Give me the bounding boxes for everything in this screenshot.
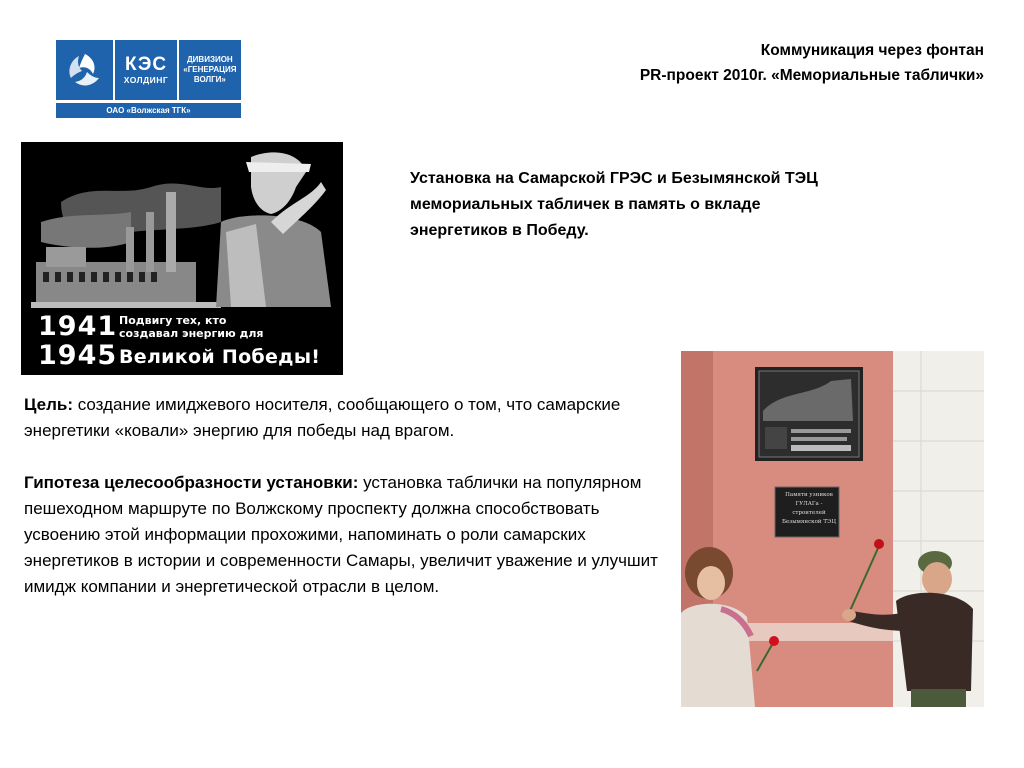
division-line-1: ДИВИЗИОН bbox=[186, 55, 233, 64]
memorial-poster-image bbox=[21, 142, 343, 375]
division-label bbox=[179, 40, 241, 100]
company-logo bbox=[56, 40, 241, 118]
body-text bbox=[24, 392, 674, 626]
slide-header bbox=[640, 38, 984, 88]
hypothesis-text: установка таблички на популярном пешеходном маршруте по Волжскому проспекту должна способствовать усвоению этой информации прохожими, напоминать о роли самарских энергетиков в истории и современности Самары, увеличит уважение и улучшит имидж компании и энергетической отрасли в целом. bbox=[24, 473, 658, 596]
kes-wordmark bbox=[115, 40, 176, 100]
poster-dedication-line-1: Подвигу тех, кто bbox=[119, 314, 227, 327]
division-line-3: ВОЛГИ» bbox=[193, 75, 226, 84]
division-line-2: «ГЕНЕРАЦИЯ bbox=[183, 65, 237, 74]
intro-line-1: Установка на Самарской ГРЭС и Безымянской ТЭЦ bbox=[410, 170, 818, 187]
logo-name: КЭС bbox=[124, 53, 168, 75]
goal-text: создание имиджевого носителя, сообщающего о том, что самарские энергетики «ковали» энергию для победы над врагом. bbox=[24, 395, 621, 440]
logo-subtitle: ХОЛДИНГ bbox=[123, 74, 169, 85]
plaque-ceremony-photo bbox=[681, 351, 984, 707]
photo-plaque-line-1: Памяти узников bbox=[785, 492, 833, 498]
poster-years bbox=[38, 312, 117, 370]
photo-plaque-text bbox=[779, 491, 839, 527]
swirl-logo-icon bbox=[56, 40, 113, 100]
intro-text bbox=[410, 166, 930, 244]
header-line-2: PR-проект 2010г. «Мемориальные таблички» bbox=[639, 67, 984, 84]
poster-year-2: 1945 bbox=[38, 340, 118, 371]
photo-plaque-line-3: Безымянской ТЭЦ bbox=[781, 519, 836, 525]
header-line-1: Коммуникация через фонтан bbox=[760, 42, 984, 59]
photo-plaque-line-2: ГУЛАГа - строителей bbox=[792, 501, 826, 516]
goal-label: Цель: bbox=[24, 395, 73, 414]
hypothesis-paragraph bbox=[24, 470, 674, 600]
photo-illustration bbox=[681, 351, 984, 707]
hypothesis-label: Гипотеза целесообразности установки: bbox=[24, 473, 359, 492]
company-name: ОАО «Волжская ТГК» bbox=[56, 103, 241, 118]
poster-headline: Великой Победы! bbox=[119, 346, 321, 368]
poster-dedication bbox=[119, 314, 263, 340]
poster-year-1: 1941 bbox=[38, 311, 118, 342]
goal-paragraph bbox=[24, 392, 674, 444]
intro-line-3: энергетиков в Победу. bbox=[410, 222, 589, 239]
poster-dedication-line-2: создавал энергию для bbox=[119, 327, 264, 340]
intro-line-2: мемориальных табличек в память о вкладе bbox=[410, 196, 761, 213]
